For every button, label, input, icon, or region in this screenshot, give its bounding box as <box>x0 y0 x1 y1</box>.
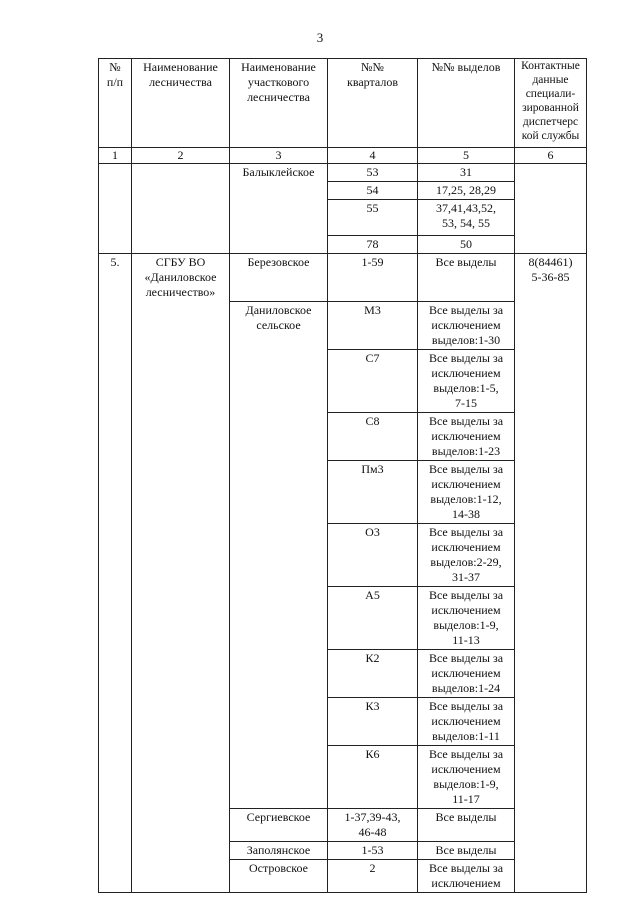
quarter-cell: 53 <box>328 164 418 182</box>
forestry-table <box>98 58 587 893</box>
contact-cell: 8(84461) 5-36-85 <box>515 254 587 302</box>
quarter-cell: 2 <box>328 860 418 893</box>
table-row <box>99 302 587 350</box>
district-name: Балыклейское <box>230 164 328 254</box>
allotment-cell: Все выделы <box>418 254 515 302</box>
allotment-cell: Все выделы за исключением <box>418 860 515 893</box>
header-quarters: №№ кварталов <box>328 59 418 148</box>
quarter-cell: С7 <box>328 350 418 413</box>
quarter-cell: 1-59 <box>328 254 418 302</box>
col-number: 3 <box>230 148 328 164</box>
district-name: Сергиевское <box>230 809 328 842</box>
allotment-cell: Все выделы за исключением выделов:2-29, 31-37 <box>418 524 515 587</box>
allotment-cell: Все выделы <box>418 842 515 860</box>
allotment-cell: Все выделы за исключением выделов:1-24 <box>418 650 515 698</box>
allotment-cell: 31 <box>418 164 515 182</box>
allotment-cell: Все выделы за исключением выделов:1-9, 11-13 <box>418 587 515 650</box>
district-name: Островское <box>230 860 328 893</box>
allotment-cell: Все выделы за исключением выделов:1-5, 7-15 <box>418 350 515 413</box>
table-row <box>99 164 587 182</box>
col-number: 2 <box>132 148 230 164</box>
quarter-cell: 78 <box>328 236 418 254</box>
quarter-cell: М3 <box>328 302 418 350</box>
col-number: 1 <box>99 148 132 164</box>
col-number: 4 <box>328 148 418 164</box>
district-name: Березовское <box>230 254 328 302</box>
quarter-cell: Пм3 <box>328 461 418 524</box>
empty-cell <box>132 302 230 893</box>
header-row <box>99 59 587 148</box>
district-name: Заполянское <box>230 842 328 860</box>
header-num: № п/п <box>99 59 132 148</box>
quarter-cell: 54 <box>328 182 418 200</box>
header-district-forestry: Наименование участкового лесничества <box>230 59 328 148</box>
quarter-cell: С8 <box>328 413 418 461</box>
quarter-cell: К3 <box>328 698 418 746</box>
allotment-cell: 37,41,43,52, 53, 54, 55 <box>418 200 515 236</box>
forestry-name: СГБУ ВО «Даниловское лесничество» <box>132 254 230 302</box>
header-allotments: №№ выделов <box>418 59 515 148</box>
table-row <box>99 254 587 302</box>
quarter-cell: О3 <box>328 524 418 587</box>
allotment-cell: Все выделы <box>418 809 515 842</box>
quarter-cell: 1-53 <box>328 842 418 860</box>
quarter-cell: 55 <box>328 200 418 236</box>
empty-cell <box>99 302 132 893</box>
column-number-row <box>99 148 587 164</box>
header-contacts: Контактные данные специали- зированной диспетчерс кой службы <box>515 59 587 148</box>
page-number: 3 <box>316 30 324 45</box>
col-number: 6 <box>515 148 587 164</box>
empty-cell <box>515 302 587 893</box>
allotment-cell: Все выделы за исключением выделов:1-12, 14-38 <box>418 461 515 524</box>
empty-cell <box>515 164 587 254</box>
allotment-cell: 17,25, 28,29 <box>418 182 515 200</box>
allotment-cell: Все выделы за исключением выделов:1-11 <box>418 698 515 746</box>
empty-cell <box>99 164 132 254</box>
quarter-cell: К2 <box>328 650 418 698</box>
quarter-cell: А5 <box>328 587 418 650</box>
quarter-cell: 1-37,39-43, 46-48 <box>328 809 418 842</box>
quarter-cell: К6 <box>328 746 418 809</box>
allotment-cell: Все выделы за исключением выделов:1-30 <box>418 302 515 350</box>
allotment-cell: Все выделы за исключением выделов:1-23 <box>418 413 515 461</box>
empty-cell <box>132 164 230 254</box>
district-name: Даниловское сельское <box>230 302 328 809</box>
allotment-cell: 50 <box>418 236 515 254</box>
row-number: 5. <box>99 254 132 302</box>
allotment-cell: Все выделы за исключением выделов:1-9, 11-17 <box>418 746 515 809</box>
header-forestry: Наименование лесничества <box>132 59 230 148</box>
col-number: 5 <box>418 148 515 164</box>
